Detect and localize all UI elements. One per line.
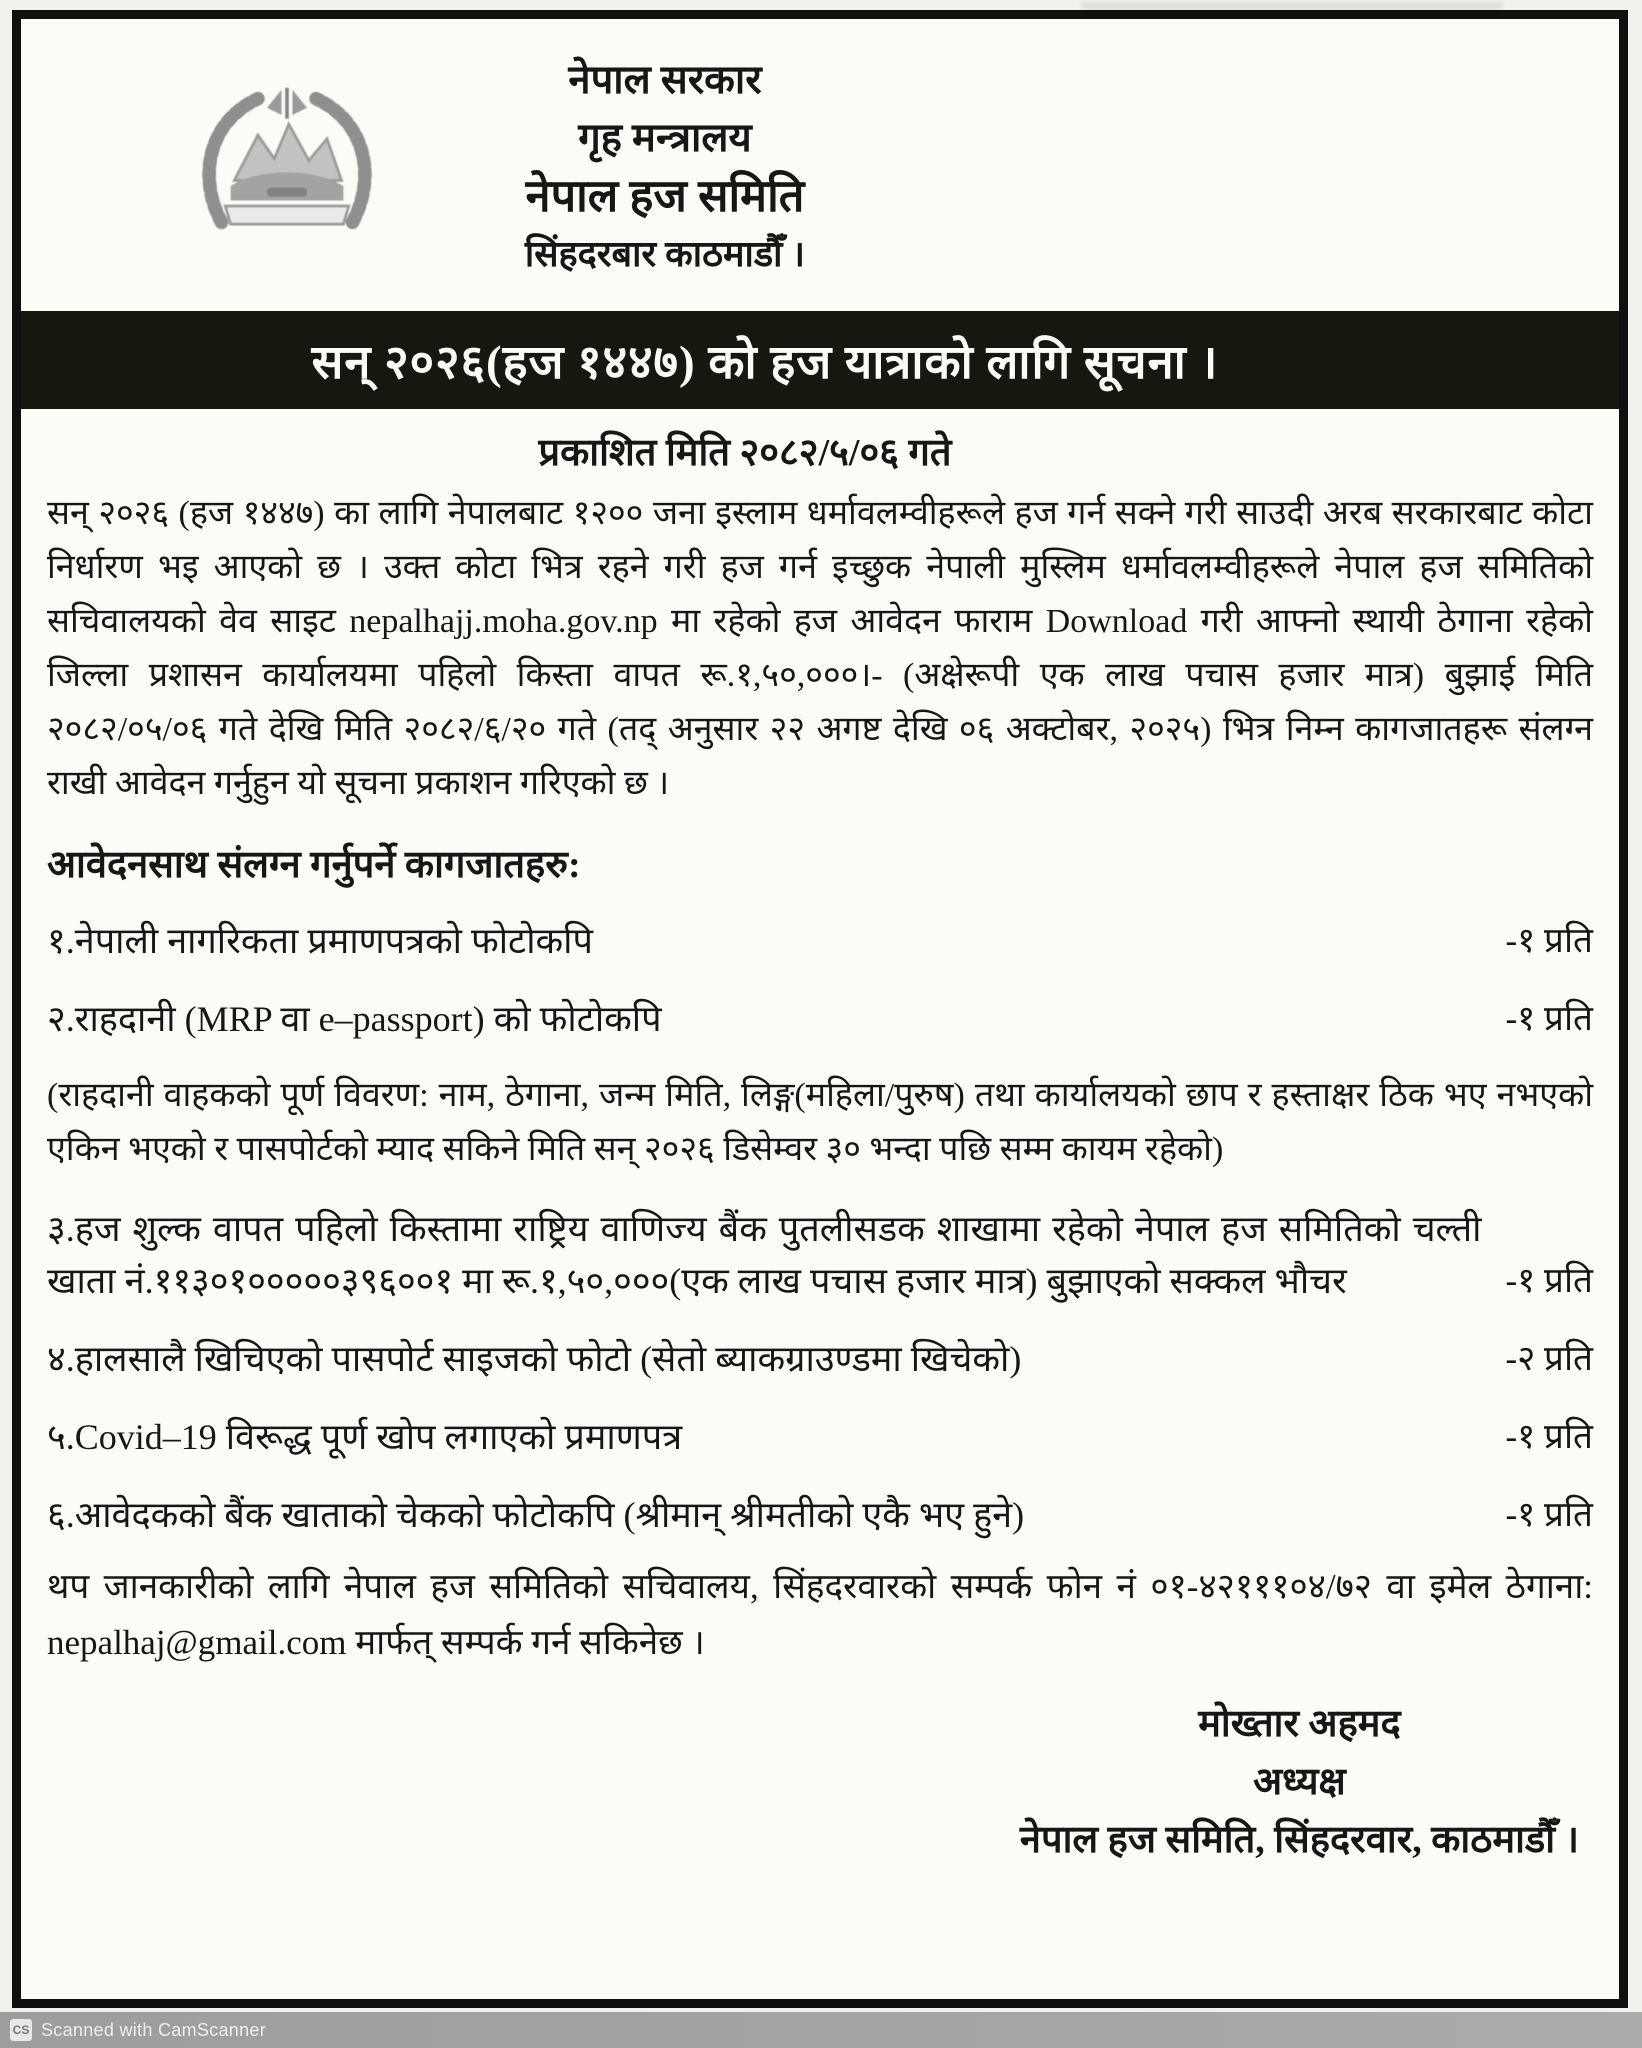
signatory-name: मोख्तार अहमद [1198,1703,1401,1745]
document-item-covid-certificate [47,1411,1593,1463]
org-government-line: नेपाल सरकार [568,57,762,102]
document-item-photo [47,1333,1593,1385]
signatory-organization: नेपाल हज समिति, सिंहदरवार, काठमाडौँ । [1019,1819,1579,1861]
published-date-line: प्रकाशित मिति २०८२/५/०६ गते [538,432,952,474]
document-item-text: ६.आवेदकको बैंक खाताको चेकको फोटोकपि (श्रीमान् श्रीमतीको एकै भए हुने) [47,1495,1025,1535]
signature-block [1020,1695,1579,1869]
document-item-text: ५.Covid–19 विरूद्ध पूर्ण खोप लगाएको प्रमाणपत्र [47,1417,683,1457]
document-item-text: २.राहदानी (MRP वा e–passport) को फोटोकपि [47,999,662,1039]
org-address-line: सिंहदरबार काठमाडौँ । [524,234,806,274]
document-item-quantity: -१ प्रति [1505,921,1593,960]
document-item-bank-cheque [47,1489,1593,1541]
notice-body-paragraph: सन् २०२६ (हज १४४७) का लागि नेपालबाट १२०० जना इस्लाम धर्मावलम्वीहरूले हज गर्न सक्ने गरी साउदी अरब सरकारबाट कोटा निर्धारण भइ आएको छ । उक्त कोटा भित्र रहने गरी हज गर्न इच्छुक नेपाली मुस्लिम धर्मावलम्वीहरूले नेपाल हज समितिको सचिवालयको वेव साइट nepalhajj.moha.gov.np मा रहेको हज आवेदन फाराम Download गरी आफ्नो स्थायी ठेगाना रहेको जिल्ला प्रशासन कार्यालयमा पहिलो किस्ता वापत रू.१,५०,०००।- (अक्षेरूपी एक लाख पचास हजार मात्र) बुझाई मिति २०८२/०५/०६ गते देखि मिति २०८२/६/२० गते (तद् अनुसार २२ अगष्ट देखि ०६ अक्टोबर, २०२५) भित्र निम्न कागजातहरू संलग्न राखी आवेदन गर्नुहुन यो सूचना प्रकाशन गरिएको छ । [47,495,1593,802]
letterhead [47,33,1593,305]
camscanner-logo-icon: CS [10,2019,32,2041]
document-item-bank-voucher [47,1203,1593,1307]
document-item-quantity: -१ प्रति [1505,999,1593,1038]
notice-border-frame [12,10,1628,2008]
notice-title: सन् २०२६(हज १४४७) को हज यात्राको लागि सूचना । [311,337,1219,389]
document-item-passport [47,993,1593,1045]
camscanner-watermark-text: Scanned with CamScanner [41,2019,267,2040]
org-ministry-line: गृह मन्त्रालय [578,115,752,160]
document-item-quantity: -१ प्रति [1505,1495,1593,1534]
document-item-quantity: -२ प्रति [1505,1339,1593,1378]
letterhead-text [12,33,1438,283]
contact-info-paragraph: थप जानकारीको लागि नेपाल हज समितिको सचिवालय, सिंहदरवारको सम्पर्क फोन नं ०१-४२१११०४/७२ वा इमेल ठेगाना: nepalhaj@gmail.com मार्फत् सम्पर्क गर्न सकिनेछ । [47,1567,1593,1662]
document-item-text: १.नेपाली नागरिकता प्रमाणपत्रको फोटोकपि [47,921,593,961]
passport-details-note: (राहदानी वाहकको पूर्ण विवरण: नाम, ठेगाना, जन्म मिति, लिङ्ग(महिला/पुरुष) तथा कार्यालयको छाप र हस्ताक्षर ठिक भए नभएको एकिन भएको र पासपोर्टको म्याद सकिने मिति सन् २०२६ डिसेम्वर ३० भन्दा पछि सम्म कायम रहेको) [47,1077,1593,1168]
document-item-quantity: -१ प्रति [1505,1261,1593,1300]
camscanner-watermark-bar [0,2012,1642,2048]
org-committee-line: नेपाल हज समिति [525,171,805,221]
notice-title-banner [21,311,1619,409]
document-item-quantity: -१ प्रति [1505,1417,1593,1456]
documents-heading: आवेदनसाथ संलग्न गर्नुपर्ने कागजातहरु: [47,844,581,886]
document-item-citizenship [47,915,1593,967]
signatory-title: अध्यक्ष [1253,1761,1346,1803]
document-item-text: ३.हज शुल्क वापत पहिलो किस्तामा राष्ट्रिय वाणिज्य बैंक पुतलीसडक शाखामा रहेको नेपाल हज समितिको चल्ती खाता नं.११३०१०००००३९६००१ मा रू.१,५०,०००(एक लाख पचास हजार मात्र) बुझाएको सक्कल भौचर [47,1209,1482,1301]
document-item-text: ४.हालसालै खिचिएको पासपोर्ट साइजको फोटो (सेतो ब्याकग्राउण्डमा खिचेको) [47,1339,1022,1379]
